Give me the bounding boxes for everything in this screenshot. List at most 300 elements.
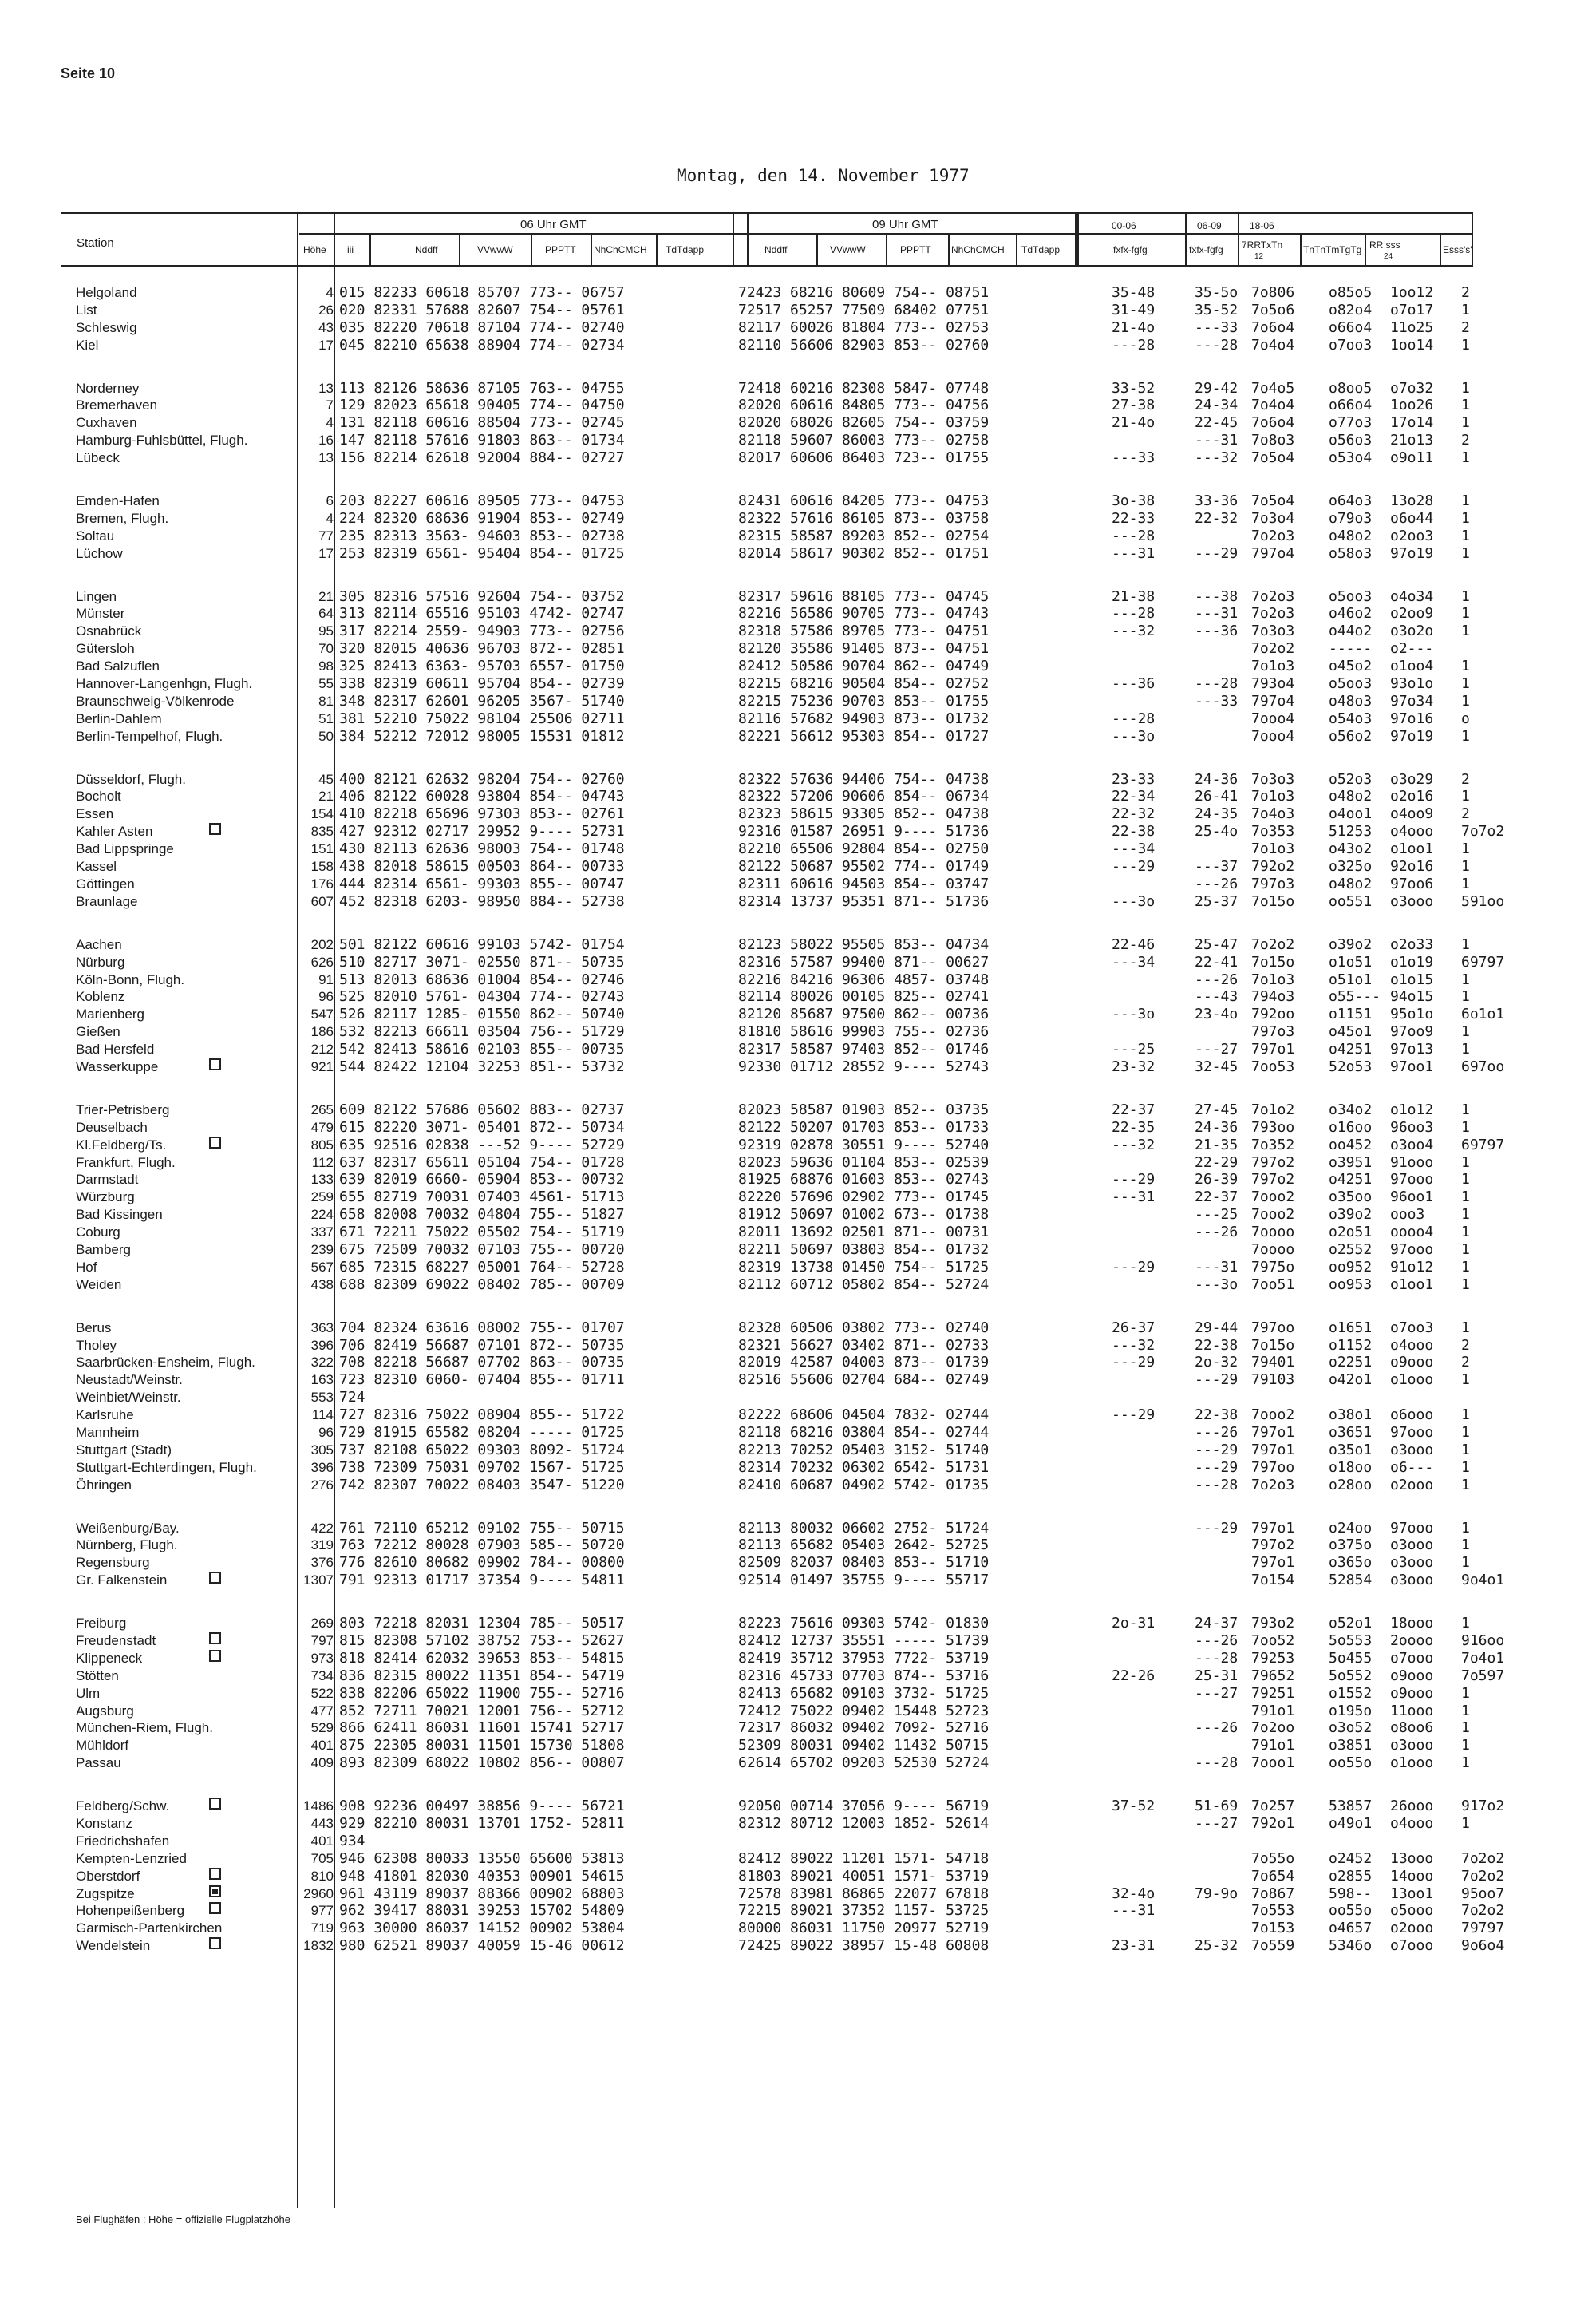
table-row	[0, 858, 1596, 876]
group-1806: 7o3o3	[1251, 770, 1295, 788]
group-temp: o1651	[1329, 1319, 1373, 1336]
station-hoehe: 6	[326, 493, 334, 509]
gust-0006: ---25	[1112, 1041, 1156, 1058]
table-row	[0, 1276, 1596, 1294]
obs-09: 81803 89021 40051 1571- 53719	[738, 1867, 990, 1885]
group-1806: 7o3o3	[1251, 623, 1295, 640]
group-1806: 7o15o	[1251, 1336, 1295, 1354]
group-1806: 791o1	[1251, 1702, 1295, 1719]
obs-09: 82509 82037 08403 853-- 51710	[738, 1554, 990, 1572]
gust-0006: ---32	[1112, 1336, 1156, 1354]
group-e: 917o2	[1461, 1798, 1505, 1815]
group-1806: 797o1	[1251, 1554, 1295, 1572]
vline-09-4	[1016, 233, 1017, 265]
group-temp: -----	[1329, 640, 1373, 658]
group-1806: 7o6o4	[1251, 414, 1295, 432]
group-e: 1	[1461, 1153, 1470, 1171]
group-e: 1	[1461, 336, 1470, 354]
group-temp: o39o2	[1329, 1206, 1373, 1224]
station-hoehe: 77	[318, 528, 334, 544]
station-hoehe: 921	[310, 1058, 334, 1074]
group-1806: 7oo53	[1251, 1058, 1295, 1075]
gust-0006: 3o-38	[1112, 492, 1156, 510]
header-iii: iii	[347, 244, 354, 255]
obs-09: 82120 35586 91405 873-- 04751	[738, 640, 990, 658]
gust-0609: ---36	[1195, 623, 1238, 640]
obs-09: 82316 45733 07703 874-- 53716	[738, 1667, 990, 1684]
group-temp: o79o3	[1329, 509, 1373, 527]
station-hoehe: 626	[310, 954, 334, 970]
station-hoehe: 276	[310, 1477, 334, 1493]
table-row	[0, 1023, 1596, 1041]
gust-0006: 21-38	[1112, 587, 1156, 605]
group-temp: o2o51	[1329, 1224, 1373, 1241]
gust-0609: 24-37	[1195, 1615, 1238, 1632]
station-hoehe: 55	[318, 676, 334, 692]
group-temp: oo551	[1329, 892, 1373, 910]
station-name: Hohenpeißenberg	[76, 1903, 185, 1919]
group-rr: o9ooo	[1390, 1354, 1434, 1371]
table-row	[0, 1554, 1596, 1572]
station-hoehe: 91	[318, 971, 334, 987]
gust-0609: ---28	[1195, 1476, 1238, 1493]
table-row	[0, 971, 1596, 989]
group-e: 591oo	[1461, 892, 1505, 910]
table-row	[0, 1442, 1596, 1459]
station-hoehe: 154	[310, 806, 334, 822]
station-hoehe: 186	[310, 1024, 334, 1040]
station-hoehe: 98	[318, 659, 334, 674]
group-e: 1	[1461, 1737, 1470, 1754]
group-1806: 797oo	[1251, 1319, 1295, 1336]
table-row	[0, 893, 1596, 911]
group-temp: o1152	[1329, 1336, 1373, 1354]
group-rr: 21o13	[1390, 432, 1434, 449]
station-hoehe: 21	[318, 588, 334, 604]
obs-06: 156 82214 62618 92004 884-- 02727	[339, 449, 625, 467]
gust-0006: ---31	[1112, 544, 1156, 562]
group-rr: o2---	[1390, 640, 1434, 658]
gust-0006: ---32	[1112, 1136, 1156, 1153]
group-rr: ooo3	[1390, 1206, 1425, 1224]
group-temp: o58o3	[1329, 544, 1373, 562]
group-e: 69797	[1461, 953, 1505, 971]
table-row	[0, 788, 1596, 805]
group-1806: 7o2oo	[1251, 1719, 1295, 1737]
obs-09: 82019 42587 04003 873-- 01739	[738, 1354, 990, 1371]
group-temp: o49o1	[1329, 1815, 1373, 1833]
obs-06: 452 82318 6203- 98950 884-- 52738	[339, 892, 625, 910]
obs-09: 52309 80031 09402 11432 50715	[738, 1737, 990, 1754]
obs-06: 803 72218 82031 12304 785-- 50517	[339, 1615, 625, 1632]
obs-06: 147 82118 57616 91803 863-- 01734	[339, 432, 625, 449]
group-1806: 7o553	[1251, 1902, 1295, 1920]
gust-0006: ---33	[1112, 449, 1156, 467]
group-1806: 7ooo2	[1251, 1406, 1295, 1424]
station-hoehe: 553	[310, 1390, 334, 1406]
obs-06: 438 82018 58615 00503 864-- 00733	[339, 858, 625, 876]
table-row	[0, 1572, 1596, 1589]
group-e: 1	[1461, 675, 1470, 693]
gust-0609: 2o-32	[1195, 1354, 1238, 1371]
group-1806: 7o352	[1251, 1136, 1295, 1153]
station-hoehe: 81	[318, 693, 334, 709]
vline-09-end	[1075, 212, 1077, 265]
header-subRR: RR sss	[1369, 239, 1400, 251]
gust-0006: 23-33	[1112, 770, 1156, 788]
group-temp: o2552	[1329, 1240, 1373, 1258]
gust-0609: 25-31	[1195, 1667, 1238, 1684]
group-e: 69797	[1461, 1136, 1505, 1153]
obs-06: 384 52212 72012 98005 15531 01812	[339, 727, 625, 745]
group-rr: o3ooo	[1390, 1737, 1434, 1754]
obs-09: 82020 68026 82605 754-- 03759	[738, 414, 990, 432]
group-1806: 797o1	[1251, 1041, 1295, 1058]
group-1806: 7o1o2	[1251, 1101, 1295, 1118]
group-rr: o2oo9	[1390, 605, 1434, 623]
table-row	[0, 1885, 1596, 1903]
group-e: 1	[1461, 1423, 1470, 1441]
group-rr: 13oo1	[1390, 1885, 1434, 1902]
table-row	[0, 1685, 1596, 1703]
obs-06: 962 39417 88031 39253 15702 54809	[339, 1902, 625, 1920]
obs-06: 406 82122 60028 93804 854-- 04743	[339, 788, 625, 805]
group-temp: o38o1	[1329, 1406, 1373, 1424]
station-name: Soltau	[76, 528, 115, 544]
obs-06: 818 82414 62032 39653 853-- 54815	[339, 1649, 625, 1667]
group-1806: 7oooo	[1251, 1224, 1295, 1241]
group-e: 2	[1461, 770, 1470, 788]
station-hoehe: 977	[310, 1903, 334, 1919]
station-hoehe: 529	[310, 1720, 334, 1736]
group-rr: o4oo9	[1390, 805, 1434, 823]
group-e: 2	[1461, 805, 1470, 823]
station-hoehe: 1307	[303, 1572, 334, 1588]
station-hoehe: 4	[326, 510, 334, 526]
gust-0609: ---28	[1195, 1649, 1238, 1667]
group-1806: 797o1	[1251, 1423, 1295, 1441]
station-name: Hannover-Langenhgn, Flugh.	[76, 676, 253, 692]
obs-09: 82328 60506 03802 773-- 02740	[738, 1319, 990, 1336]
station-group	[0, 380, 1596, 467]
table-row	[0, 1406, 1596, 1424]
obs-06: 510 82717 3071- 02550 871-- 50735	[339, 953, 625, 971]
gust-0006: ---32	[1112, 623, 1156, 640]
station-hoehe: 522	[310, 1685, 334, 1701]
group-e: 1	[1461, 935, 1470, 953]
table-row	[0, 1206, 1596, 1224]
station-name: Kahler Asten	[76, 824, 153, 840]
group-rr: 91o12	[1390, 1258, 1434, 1276]
group-temp: o64o3	[1329, 492, 1373, 510]
header-06-col-2: PPPTT	[545, 244, 576, 255]
group-temp: o35oo	[1329, 1189, 1373, 1206]
station-group	[0, 771, 1596, 911]
group-1806: 7o4o3	[1251, 805, 1295, 823]
group-e: 1	[1461, 875, 1470, 892]
group-rr: o4ooo	[1390, 1815, 1434, 1833]
group-1806: 793o4	[1251, 675, 1295, 693]
station-name: Friedrichshafen	[76, 1833, 170, 1849]
group-1806: 7ooo4	[1251, 727, 1295, 745]
obs-06: 526 82117 1285- 01550 862-- 50740	[339, 1006, 625, 1023]
table-row	[0, 337, 1596, 354]
gust-0609: 32-45	[1195, 1058, 1238, 1075]
obs-09: 72317 86032 09402 7092- 52716	[738, 1719, 990, 1737]
obs-06: 852 72711 70021 12001 756-- 52712	[339, 1702, 625, 1719]
group-e: 1	[1461, 858, 1470, 876]
table-row	[0, 1224, 1596, 1241]
gust-0006: 23-31	[1112, 1937, 1156, 1955]
header-subRR-num: 24	[1384, 252, 1393, 261]
group-e: 1	[1461, 1171, 1470, 1189]
table-row	[0, 1868, 1596, 1885]
group-1806: 79251	[1251, 1684, 1295, 1702]
group-rr: 96oo1	[1390, 1189, 1434, 1206]
header-mid-rule-cols	[1077, 233, 1473, 235]
station-hoehe: 319	[310, 1537, 334, 1553]
group-rr: o1oo1	[1390, 840, 1434, 858]
obs-09: 82011 13692 02501 871-- 00731	[738, 1224, 990, 1241]
gust-0609: 51-69	[1195, 1798, 1238, 1815]
group-e: 7o4o1	[1461, 1649, 1505, 1667]
station-name: Koblenz	[76, 989, 125, 1005]
group-1806: 797o2	[1251, 1153, 1295, 1171]
open-square-icon	[209, 1650, 221, 1662]
gust-0609: ---37	[1195, 858, 1238, 876]
station-hoehe: 401	[310, 1738, 334, 1754]
station-hoehe: 547	[310, 1007, 334, 1022]
obs-09: 82317 58587 97403 852-- 01746	[738, 1041, 990, 1058]
group-1806: 7o654	[1251, 1867, 1295, 1885]
station-hoehe: 13	[318, 380, 334, 396]
group-temp: o77o3	[1329, 414, 1373, 432]
table-row	[0, 302, 1596, 319]
obs-06: 224 82320 68636 91904 853-- 02749	[339, 509, 625, 527]
station-name: Braunlage	[76, 893, 138, 909]
table-row	[0, 1798, 1596, 1815]
gust-0006: 22-34	[1112, 788, 1156, 805]
gust-0609: 22-32	[1195, 509, 1238, 527]
group-rr: 97o19	[1390, 544, 1434, 562]
gust-0609: 35-52	[1195, 301, 1238, 318]
gust-0006: 22-35	[1112, 1118, 1156, 1136]
table-row	[0, 1737, 1596, 1754]
station-hoehe: 734	[310, 1667, 334, 1683]
group-e: 1	[1461, 1537, 1470, 1554]
group-1806: 797o2	[1251, 1537, 1295, 1554]
group-temp: o1552	[1329, 1684, 1373, 1702]
obs-06: 235 82313 3563- 94603 853-- 02738	[339, 527, 625, 544]
group-temp: o4251	[1329, 1041, 1373, 1058]
header-mid-rule-left	[299, 233, 747, 235]
gust-0609: ---38	[1195, 587, 1238, 605]
group-1806: 7o2o3	[1251, 587, 1295, 605]
table-row	[0, 1102, 1596, 1119]
obs-09: 81925 68876 01603 853-- 02743	[738, 1171, 990, 1189]
gust-0609: 22-41	[1195, 953, 1238, 971]
station-hoehe: 607	[310, 893, 334, 909]
header-subT: TnTnTmTgTg	[1303, 244, 1362, 255]
group-e: 1	[1461, 1754, 1470, 1772]
group-temp: o2251	[1329, 1354, 1373, 1371]
group-e: 1	[1461, 1554, 1470, 1572]
group-1806: 7o4o4	[1251, 336, 1295, 354]
group-rr: o7o32	[1390, 379, 1434, 397]
group-e: 1	[1461, 623, 1470, 640]
group-rr: o3ooo	[1390, 1572, 1434, 1589]
obs-06: 948 41801 82030 40353 00901 54615	[339, 1867, 625, 1885]
station-name: Wasserkuppe	[76, 1058, 159, 1074]
group-e: 1	[1461, 788, 1470, 805]
group-e: 1	[1461, 971, 1470, 988]
obs-06: 893 82309 68022 10802 856-- 00807	[339, 1754, 625, 1772]
gust-0006: ---29	[1112, 858, 1156, 876]
gust-0609: ---26	[1195, 1224, 1238, 1241]
group-e: 79797	[1461, 1920, 1505, 1937]
gust-0609: ---32	[1195, 449, 1238, 467]
obs-06: 513 82013 68636 01004 854-- 02746	[339, 971, 625, 988]
station-name: Weiden	[76, 1276, 122, 1292]
station-name: Münster	[76, 606, 125, 622]
gust-0609: 22-38	[1195, 1406, 1238, 1424]
group-rr: 14ooo	[1390, 1867, 1434, 1885]
open-square-icon	[209, 823, 221, 835]
group-1806: 794o3	[1251, 988, 1295, 1006]
gust-0609: ---29	[1195, 1371, 1238, 1389]
gust-0609: 29-44	[1195, 1319, 1238, 1336]
table-row	[0, 397, 1596, 414]
group-1806: 7o559	[1251, 1937, 1295, 1955]
obs-09: 82315 58587 89203 852-- 02754	[738, 527, 990, 544]
gust-0006: 26-37	[1112, 1319, 1156, 1336]
obs-09: 82216 56586 90705 773-- 04743	[738, 605, 990, 623]
gust-0609: ---29	[1195, 1441, 1238, 1458]
obs-06: 400 82121 62632 98204 754-- 02760	[339, 770, 625, 788]
station-hoehe: 212	[310, 1042, 334, 1058]
station-hoehe: 438	[310, 1276, 334, 1292]
group-e: 1	[1461, 1206, 1470, 1224]
group-e: 1	[1461, 1258, 1470, 1276]
obs-06: 724	[339, 1389, 365, 1406]
table-row	[0, 492, 1596, 510]
obs-09: 82221 56612 95303 854-- 01727	[738, 727, 990, 745]
table-row	[0, 640, 1596, 658]
obs-09: 82118 68216 03804 854-- 02744	[738, 1423, 990, 1441]
table-row	[0, 1833, 1596, 1850]
group-rr: o1oo4	[1390, 658, 1434, 675]
station-hoehe: 96	[318, 1424, 334, 1440]
group-e: 1	[1461, 1189, 1470, 1206]
group-e: 1	[1461, 1041, 1470, 1058]
gust-0006: ---28	[1112, 527, 1156, 544]
open-square-icon	[209, 1868, 221, 1880]
group-temp: o52o1	[1329, 1615, 1373, 1632]
group-1806: 7o806	[1251, 284, 1295, 301]
gust-0609: 22-37	[1195, 1189, 1238, 1206]
station-group	[0, 1798, 1596, 1955]
obs-06: 761 72110 65212 09102 755-- 50715	[339, 1519, 625, 1537]
gust-0609: 27-45	[1195, 1101, 1238, 1118]
station-name: Regensburg	[76, 1555, 150, 1571]
station-hoehe: 973	[310, 1650, 334, 1666]
group-rr: o1ooo	[1390, 1371, 1434, 1389]
vline-c0006	[1077, 212, 1079, 265]
gust-0609: 25-47	[1195, 935, 1238, 953]
group-1806: 797o3	[1251, 1023, 1295, 1041]
group-1806: 7oooo	[1251, 1240, 1295, 1258]
group-temp: o54o3	[1329, 710, 1373, 727]
obs-06: 908 92236 00497 38856 9---- 56721	[339, 1798, 625, 1815]
table-row	[0, 1137, 1596, 1154]
group-rr: o3ooo	[1390, 892, 1434, 910]
station-name: Feldberg/Schw.	[76, 1798, 170, 1814]
table-row	[0, 414, 1596, 432]
group-1806: 7975o	[1251, 1258, 1295, 1276]
group-rr: 91ooo	[1390, 1153, 1434, 1171]
group-rr: 97o16	[1390, 710, 1434, 727]
vline-09-1	[816, 233, 818, 265]
station-name: Bad Salzuflen	[76, 659, 160, 674]
group-rr: 97oo9	[1390, 1023, 1434, 1041]
obs-09: 82023 58587 01903 852-- 03735	[738, 1101, 990, 1118]
vline-06-2	[531, 233, 532, 265]
table-row	[0, 771, 1596, 789]
obs-09: 82321 56627 03402 871-- 02733	[738, 1336, 990, 1354]
station-name: Norderney	[76, 380, 140, 396]
header-c1806: 18-06	[1250, 220, 1274, 231]
group-rr: o1o15	[1390, 971, 1434, 988]
station-name: Trier-Petrisberg	[76, 1102, 170, 1117]
group-e: 1	[1461, 1319, 1470, 1336]
obs-06: 532 82213 66611 03504 756-- 51729	[339, 1023, 625, 1041]
header-09-col-0: Nddff	[764, 244, 788, 255]
gust-0609: 22-45	[1195, 414, 1238, 432]
station-name: Coburg	[76, 1224, 120, 1240]
vline-sub1	[1300, 233, 1302, 265]
group-temp: o53o4	[1329, 449, 1373, 467]
open-square-icon	[209, 1632, 221, 1644]
header-06-col-3: NhChCMCH	[594, 244, 647, 255]
group-1806: 7o5o6	[1251, 301, 1295, 318]
group-rr: o7ooo	[1390, 1937, 1434, 1955]
group-1806: 793o2	[1251, 1615, 1295, 1632]
obs-09: 72578 83981 86865 22077 67818	[738, 1885, 990, 1902]
group-rr: 26ooo	[1390, 1798, 1434, 1815]
group-rr: o6ooo	[1390, 1406, 1434, 1424]
group-rr: o1o12	[1390, 1101, 1434, 1118]
group-rr: o2oo3	[1390, 527, 1434, 544]
station-name: Stuttgart-Echterdingen, Flugh.	[76, 1459, 257, 1475]
header-sub1806-num: 12	[1254, 252, 1264, 261]
obs-06: 875 22305 80031 11501 15730 51808	[339, 1737, 625, 1754]
group-rr: o4ooo	[1390, 823, 1434, 840]
table-row	[0, 588, 1596, 606]
gust-0609: ---27	[1195, 1815, 1238, 1833]
group-temp: 5o553	[1329, 1632, 1373, 1649]
obs-09: 82213 70252 05403 3152- 51740	[738, 1441, 990, 1458]
obs-06: 776 82610 80682 09902 784-- 00800	[339, 1554, 625, 1572]
group-e: 1	[1461, 1224, 1470, 1241]
group-e: 7o597	[1461, 1667, 1505, 1684]
group-rr: o7o17	[1390, 301, 1434, 318]
station-name: Osnabrück	[76, 623, 142, 639]
group-e: 697oo	[1461, 1058, 1505, 1075]
obs-06: 615 82220 3071- 05401 872-- 50734	[339, 1118, 625, 1136]
group-1806: 79103	[1251, 1371, 1295, 1389]
obs-06: 980 62521 89037 40059 15-46 00612	[339, 1937, 625, 1955]
station-hoehe: 151	[310, 841, 334, 857]
